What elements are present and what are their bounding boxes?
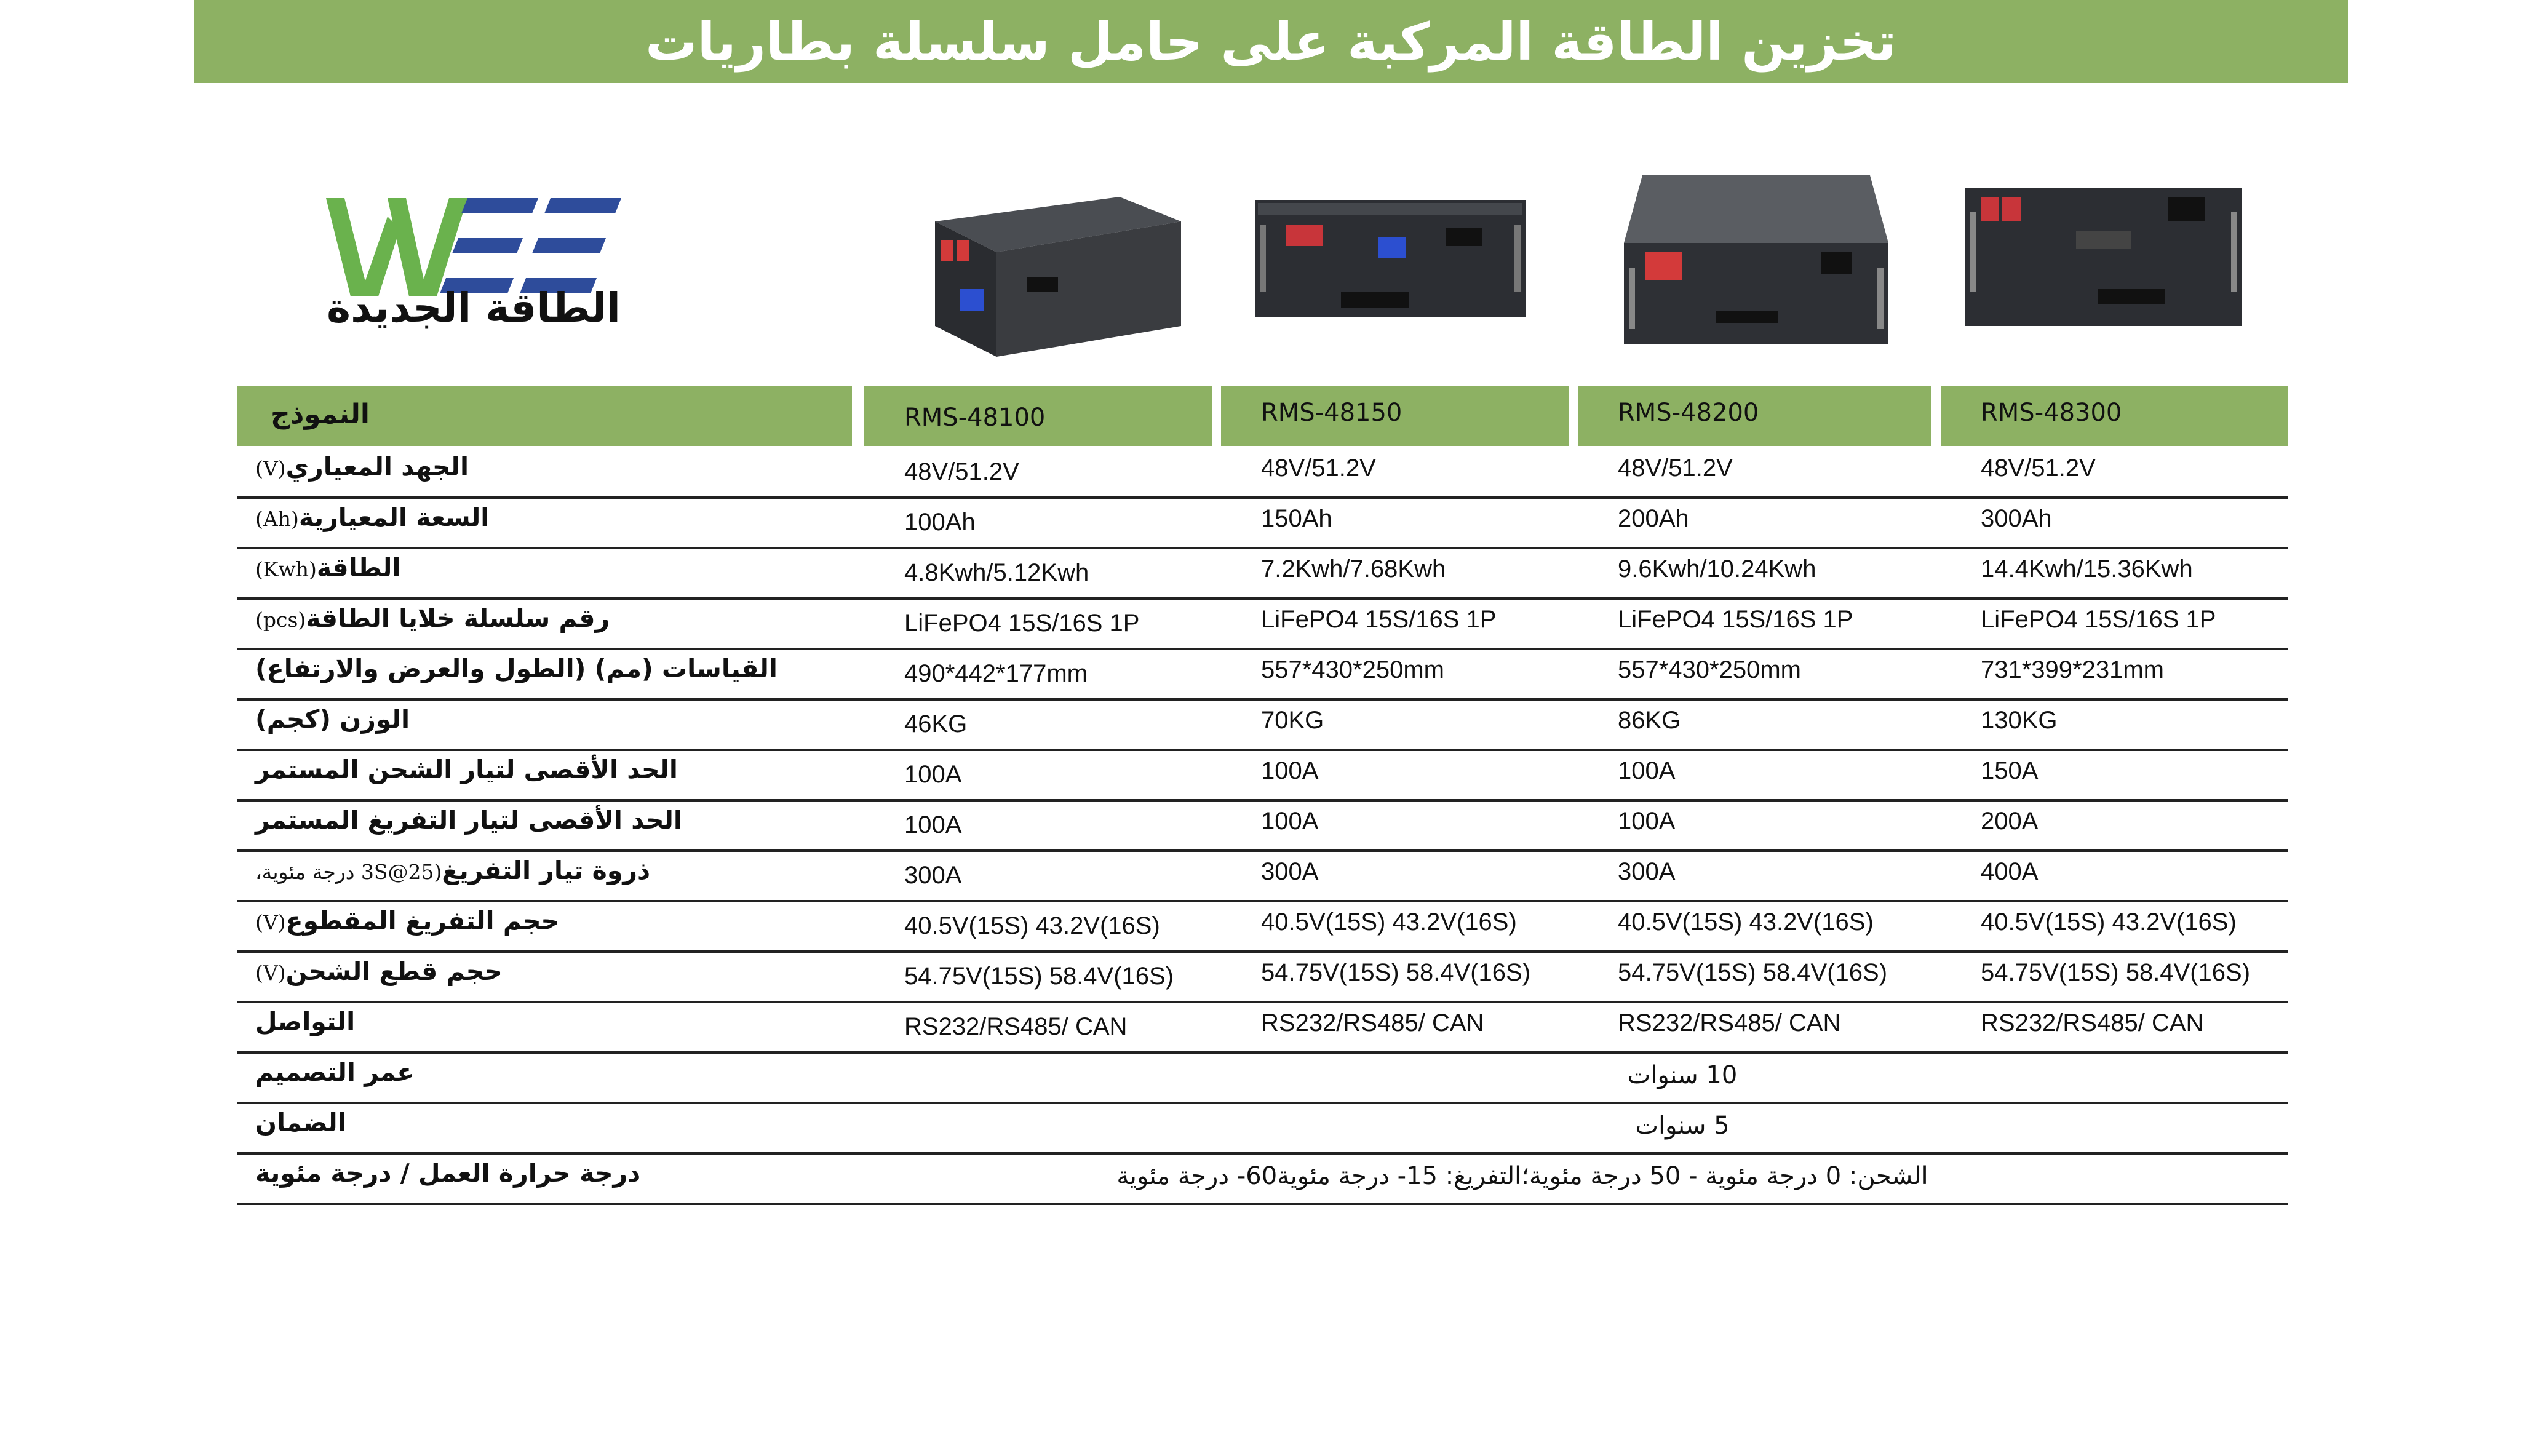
logo-w-left (326, 198, 369, 296)
value-cell: 100A (904, 811, 962, 838)
value-cell: 4.8Kwh/5.12Kwh (904, 559, 1089, 586)
title-banner (194, 0, 2348, 83)
header-model-cell (1578, 386, 1931, 446)
value-cell: 54.75V(15S) 58.4V(16S) (1618, 959, 1888, 986)
value-cell: 557*430*250mm (1618, 656, 1801, 683)
value-cell: LiFePO4 15S/16S 1P (904, 610, 1140, 637)
logo-e1-top (461, 198, 538, 213)
value-cell: 300A (1618, 858, 1676, 885)
value-cell: 40.5V(15S) 43.2V(16S) (1618, 909, 1874, 936)
value-cell: 48V/51.2V (904, 458, 1019, 485)
value-cell: 86KG (1618, 707, 1681, 734)
row-label: الحد الأقصى لتيار الشحن المستمر (255, 755, 678, 784)
header-model-cell (864, 386, 1212, 446)
value-cell: 731*399*231mm (1981, 656, 2164, 683)
model-name: RMS-48200 (1618, 399, 1759, 427)
value-cell: 400A (1981, 858, 2039, 885)
value-cell: 300A (1261, 858, 1319, 885)
logo-e2-mid (532, 238, 606, 253)
value-cell: 490*442*177mm (904, 660, 1088, 687)
table-row-design-life (237, 1051, 2288, 1104)
header-model-cell (1941, 386, 2288, 446)
page-title: تخزين الطاقة المركبة على حامل سلسلة بطاريات (645, 11, 1896, 72)
model-name: RMS-48150 (1261, 399, 1402, 427)
table-row (237, 496, 2288, 549)
value-cell: LiFePO4 15S/16S 1P (1618, 606, 1853, 633)
header-model-cell (1221, 386, 1569, 446)
row-label: ذروة تيار التفريغ(3S@25 درجة مئوية، (255, 856, 651, 885)
table-row (237, 849, 2288, 902)
value-cell: 48V/51.2V (1261, 455, 1376, 482)
table-row (237, 547, 2288, 600)
value-cell: 100A (904, 761, 962, 788)
table-row (237, 648, 2288, 701)
row-label: رقم سلسلة خلايا الطاقة(pcs) (255, 603, 610, 633)
table-row (237, 1001, 2288, 1054)
table-row-warranty (237, 1102, 2288, 1155)
table-row (237, 749, 2288, 802)
value-cell: 54.75V(15S) 58.4V(16S) (1981, 959, 2251, 986)
value-cell: 70KG (1261, 707, 1324, 734)
value-cell: 54.75V(15S) 58.4V(16S) (904, 963, 1174, 990)
table-row (237, 950, 2288, 1003)
logo-e2-top (544, 198, 621, 213)
value-cell: RS232/RS485/ CAN (1981, 1009, 2204, 1036)
battery-image-rms-48300 (1965, 188, 2242, 326)
value-cell: 130KG (1981, 707, 2058, 734)
value-cell: LiFePO4 15S/16S 1P (1981, 606, 2216, 633)
value-cell: 48V/51.2V (1618, 455, 1733, 482)
value-cell: 100A (1618, 757, 1676, 784)
row-label: حجم التفريغ المقطوع(V) (255, 906, 560, 936)
merged-value-cell: 10 سنوات (1627, 1061, 1738, 1089)
battery-image-rms-48100 (923, 197, 1181, 357)
value-cell: 40.5V(15S) 43.2V(16S) (1261, 909, 1517, 936)
value-cell: 40.5V(15S) 43.2V(16S) (1981, 909, 2237, 936)
value-cell: 46KG (904, 710, 968, 738)
value-cell: 100A (1261, 808, 1319, 835)
table-row (237, 597, 2288, 650)
row-label: الوزن (كجم) (255, 704, 410, 734)
table-row (237, 799, 2288, 852)
row-label: التواصل (255, 1007, 356, 1036)
value-cell: 40.5V(15S) 43.2V(16S) (904, 912, 1160, 939)
table-row (237, 446, 2288, 499)
table-row-temperature (237, 1152, 2288, 1205)
merged-value-cell: الشحن: 0 درجة مئوية - 50 درجة مئوية؛التفريغ: 15- درجة مئوية60- درجة مئوية (1116, 1162, 1928, 1190)
row-label: الجهد المعياري(V) (255, 452, 469, 482)
row-label: السعة المعيارية(Ah) (255, 503, 490, 532)
table-row (237, 900, 2288, 953)
model-name: RMS-48100 (904, 404, 1046, 432)
value-cell: 9.6Kwh/10.24Kwh (1618, 555, 1816, 583)
value-cell: RS232/RS485/ CAN (1618, 1009, 1841, 1036)
merged-value-cell: 5 سنوات (1635, 1112, 1730, 1140)
row-label: الضمان (255, 1108, 346, 1137)
header-label-cell (237, 386, 852, 446)
value-cell: 200A (1981, 808, 2039, 835)
row-label: درجة حرارة العمل / درجة مئوية (255, 1158, 641, 1188)
model-name: RMS-48300 (1981, 399, 2122, 427)
battery-image-rms-48200 (1624, 175, 1888, 344)
logo-e1-mid (452, 238, 523, 253)
battery-image-rms-48150 (1255, 200, 1526, 317)
row-label: القياسات (مم) (الطول والعرض والارتفاع) (255, 654, 778, 683)
value-cell: LiFePO4 15S/16S 1P (1261, 606, 1497, 633)
value-cell: 48V/51.2V (1981, 455, 2096, 482)
row-label: الطاقة(Kwh) (255, 553, 401, 583)
value-cell: 150Ah (1261, 505, 1332, 532)
value-cell: 300Ah (1981, 505, 2052, 532)
value-cell: 54.75V(15S) 58.4V(16S) (1261, 959, 1531, 986)
value-cell: RS232/RS485/ CAN (1261, 1009, 1484, 1036)
value-cell: 7.2Kwh/7.68Kwh (1261, 555, 1446, 583)
value-cell: 100A (1261, 757, 1319, 784)
row-label: حجم قطع الشحن(V) (255, 957, 503, 986)
row-label: الحد الأقصى لتيار التفريغ المستمر (255, 805, 682, 835)
value-cell: 300A (904, 862, 962, 889)
value-cell: RS232/RS485/ CAN (904, 1013, 1128, 1040)
row-label: عمر التصميم (255, 1057, 415, 1087)
value-cell: 14.4Kwh/15.36Kwh (1981, 555, 2193, 583)
table-row (237, 698, 2288, 751)
value-cell: 557*430*250mm (1261, 656, 1444, 683)
value-cell: 100Ah (904, 509, 976, 536)
value-cell: 100A (1618, 808, 1676, 835)
value-cell: 150A (1981, 757, 2039, 784)
header-model-label: النموذج (271, 399, 370, 430)
value-cell: 200Ah (1618, 505, 1689, 532)
logo-tagline: الطاقة الجديدة (327, 284, 621, 332)
